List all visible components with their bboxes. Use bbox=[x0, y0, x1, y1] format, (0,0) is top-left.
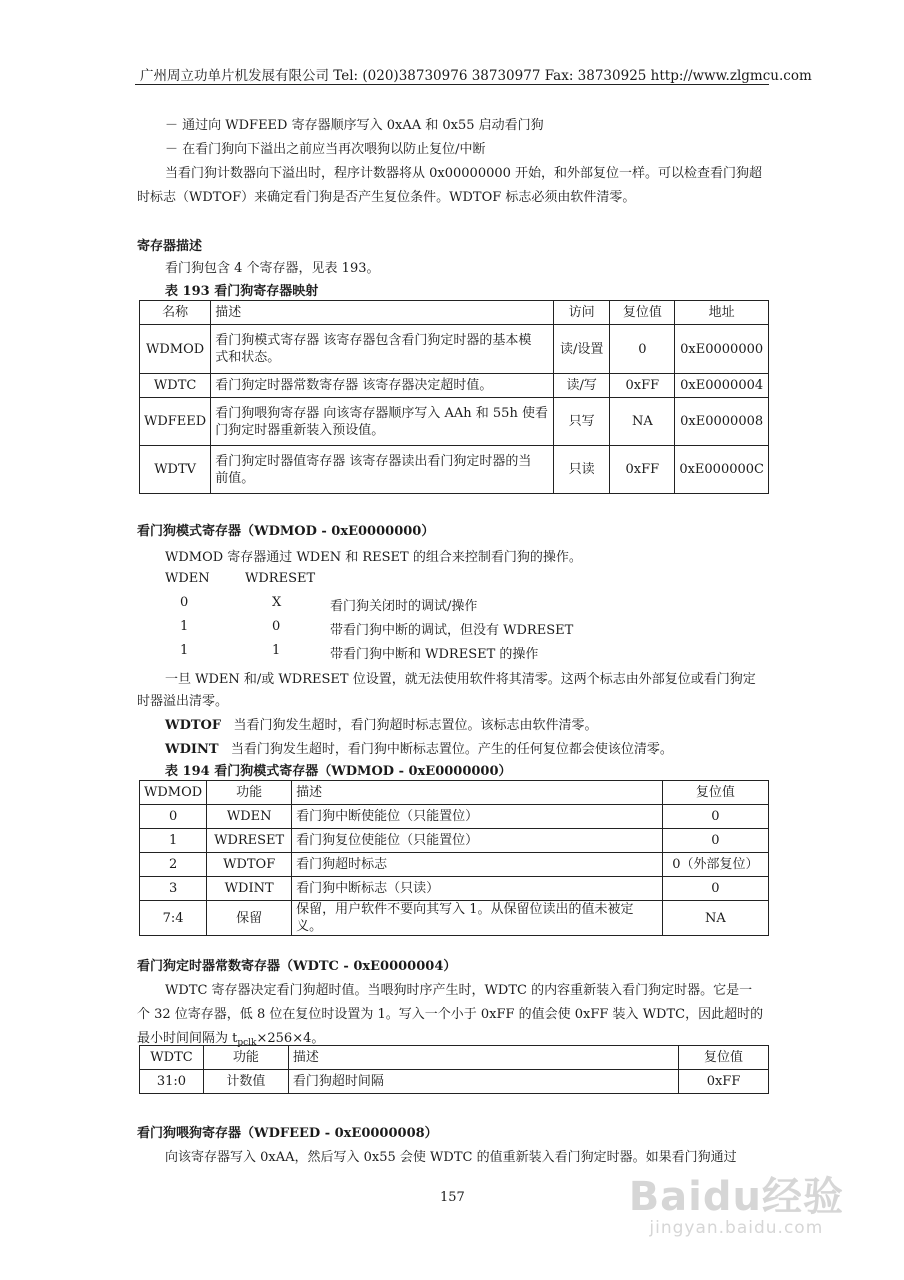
page-number: 157 bbox=[440, 1190, 465, 1205]
col-header-reset: 复位值 bbox=[679, 1046, 769, 1070]
wdtc-text-line-2: 个 32 位寄存器，低 8 位在复位时设置为 1。写入一个小于 0xFF 的值会使 0xFF 装入 WDTC，因此超时的 bbox=[137, 1007, 764, 1022]
reg-reset: 0xFF bbox=[610, 446, 675, 494]
table-row bbox=[140, 901, 769, 936]
col-header-access: 访问 bbox=[553, 301, 609, 325]
register-desc-text: 看门狗包含 4 个寄存器，见表 193。 bbox=[165, 261, 380, 276]
bit-function: WDEN bbox=[207, 805, 292, 829]
reg-name: WDMOD bbox=[140, 325, 211, 374]
bit-function: WDTOF bbox=[207, 853, 292, 877]
wdtc-text-pre: 最小时间间隔为 t bbox=[137, 1031, 238, 1046]
bit-index: 1 bbox=[140, 829, 207, 853]
intro-bullet-2: － 在看门狗向下溢出之前应当再次喂狗以防止复位/中断 bbox=[165, 142, 486, 157]
bit-index: 3 bbox=[140, 877, 207, 901]
wdmod-text: WDMOD 寄存器通过 WDEN 和 RESET 的组合来控制看门狗的操作。 bbox=[165, 550, 582, 565]
table-header-row bbox=[140, 301, 769, 325]
wdmod-note-line-2: 时器溢出清零。 bbox=[137, 694, 229, 709]
reg-reset: NA bbox=[610, 398, 675, 446]
bit-reset: 0（外部复位） bbox=[662, 853, 768, 877]
bit-reset: 0 bbox=[662, 805, 768, 829]
wdmod-bits-table bbox=[139, 780, 769, 936]
bit-function: 保留 bbox=[207, 901, 292, 936]
wdint-label: WDINT bbox=[165, 742, 219, 757]
col-header-reset: 复位值 bbox=[662, 781, 768, 805]
wdmod-heading: 看门狗模式寄存器（WDMOD - 0xE0000000） bbox=[137, 524, 435, 539]
bit-index: 31:0 bbox=[140, 1070, 204, 1094]
wdtc-text-post: ×256×4。 bbox=[256, 1031, 325, 1046]
intro-paragraph-line-2: 时标志（WDTOF）来确定看门狗是否产生复位条件。WDTOF 标志必须由软件清零。 bbox=[137, 190, 636, 205]
wdfeed-heading: 看门狗喂狗寄存器（WDFEED - 0xE0000008） bbox=[137, 1126, 438, 1141]
bit-reset: 0 bbox=[662, 829, 768, 853]
wdfeed-text-line-1: 向该寄存器写入 0xAA，然后写入 0x55 会使 WDTC 的值重新装入看门狗定时器。如果看门狗通过 bbox=[165, 1150, 737, 1165]
bit-index: 0 bbox=[140, 805, 207, 829]
wdtc-text-line-1: WDTC 寄存器决定看门狗超时值。当喂狗时序产生时，WDTC 的内容重新装入看门狗定时器。它是一 bbox=[165, 983, 753, 998]
reg-desc-line-1: 看门狗喂狗寄存器 向该寄存器顺序写入 AAh 和 55h 使看 bbox=[215, 405, 548, 421]
col-header-name: 名称 bbox=[140, 301, 211, 325]
pclk-subscript: pclk bbox=[237, 1038, 257, 1048]
reg-address: 0xE0000008 bbox=[675, 398, 769, 446]
reg-address: 0xE000000C bbox=[675, 446, 769, 494]
reg-desc-line-2: 式和状态。 bbox=[215, 350, 281, 365]
wdtof-text: 当看门狗发生超时，看门狗超时标志置位。该标志由软件清零。 bbox=[233, 718, 598, 733]
col-header-desc: 描述 bbox=[288, 1046, 678, 1070]
wdint-text: 当看门狗发生超时，看门狗中断标志置位。产生的任何复位都会使该位清零。 bbox=[230, 742, 673, 757]
col-header-address: 地址 bbox=[675, 301, 769, 325]
bit-function: WDINT bbox=[207, 877, 292, 901]
reg-address: 0xE0000004 bbox=[675, 374, 769, 398]
table-row bbox=[140, 877, 769, 901]
combo-description: 带看门狗中断的调试，但没有 WDRESET bbox=[330, 623, 574, 638]
table-row bbox=[140, 446, 769, 494]
reg-access: 读/设置 bbox=[553, 325, 609, 374]
wdtof-label: WDTOF bbox=[165, 718, 222, 733]
bit-description: 看门狗中断标志（只读） bbox=[292, 877, 663, 901]
combo-wden-value: 1 bbox=[180, 643, 189, 658]
combo-wdreset-value: 0 bbox=[272, 619, 281, 634]
intro-bullet-1: － 通过向 WDFEED 寄存器顺序写入 0xAA 和 0x55 启动看门狗 bbox=[165, 118, 544, 133]
combo-header-wden: WDEN bbox=[165, 571, 210, 586]
bit-index: 2 bbox=[140, 853, 207, 877]
combo-description: 带看门狗中断和 WDRESET 的操作 bbox=[330, 647, 539, 662]
bit-reset: 0xFF bbox=[679, 1070, 769, 1094]
combo-wden-value: 0 bbox=[180, 595, 189, 610]
combo-wden-value: 1 bbox=[180, 619, 189, 634]
wdint-description bbox=[165, 738, 673, 757]
baidu-watermark bbox=[629, 1165, 844, 1238]
table-header-row bbox=[140, 1046, 769, 1070]
page-header: 广州周立功单片机发展有限公司 Tel: (020)38730976 38730977 Fax: 38730925 http://www.zlgmcu.com bbox=[140, 68, 812, 84]
reg-desc-line-2: 门狗定时器重新装入预设值。 bbox=[215, 422, 385, 438]
bit-function: WDRESET bbox=[207, 829, 292, 853]
bit-description: 看门狗中断使能位（只能置位） bbox=[292, 805, 663, 829]
bit-index: 7:4 bbox=[140, 901, 207, 936]
col-header-desc: 描述 bbox=[292, 781, 663, 805]
register-desc-heading: 寄存器描述 bbox=[137, 239, 203, 254]
reg-reset: 0xFF bbox=[610, 374, 675, 398]
reg-access: 只写 bbox=[553, 398, 609, 446]
header-rule bbox=[135, 84, 769, 85]
table-row bbox=[140, 374, 769, 398]
col-header-wdmod: WDMOD bbox=[140, 781, 207, 805]
reg-access: 只读 bbox=[553, 446, 609, 494]
reg-desc-line-1: 看门狗定时器常数寄存器 该寄存器决定超时值。 bbox=[211, 374, 554, 398]
register-map-table bbox=[139, 300, 769, 494]
table-193-caption: 表 193 看门狗寄存器映射 bbox=[165, 284, 319, 299]
combo-wdreset-value: 1 bbox=[272, 643, 281, 658]
intro-paragraph-line-1: 当看门狗计数器向下溢出时，程序计数器将从 0x00000000 开始，和外部复位一样。可以检查看门狗超 bbox=[165, 166, 763, 181]
reg-access: 读/写 bbox=[553, 374, 609, 398]
combo-description: 看门狗关闭时的调试/操作 bbox=[330, 599, 478, 614]
table-row bbox=[140, 1070, 769, 1094]
table-row bbox=[140, 829, 769, 853]
col-header-reset: 复位值 bbox=[610, 301, 675, 325]
wdtc-table bbox=[139, 1045, 769, 1094]
reg-name: WDTV bbox=[140, 446, 211, 494]
reg-address: 0xE0000000 bbox=[675, 325, 769, 374]
table-row bbox=[140, 853, 769, 877]
bit-description: 看门狗超时间隔 bbox=[288, 1070, 678, 1094]
watermark-brand: Baidu经验 bbox=[628, 1174, 844, 1220]
reg-desc-line-1: 看门狗定时器值寄存器 该寄存器读出看门狗定时器的当 bbox=[215, 453, 532, 469]
bit-description: 保留，用户软件不要向其写入 1。从保留位读出的值未被定义。 bbox=[292, 901, 663, 936]
bit-description: 看门狗超时标志 bbox=[292, 853, 663, 877]
wdtof-description bbox=[165, 714, 598, 733]
watermark-url: jingyan.baidu.com bbox=[649, 1218, 824, 1238]
bit-reset: NA bbox=[662, 901, 768, 936]
bit-reset: 0 bbox=[662, 877, 768, 901]
wdmod-note-line-1: 一旦 WDEN 和/或 WDRESET 位设置，就无法使用软件将其清零。这两个标志由外部复位或看门狗定 bbox=[165, 672, 756, 687]
reg-desc-line-2: 前值。 bbox=[215, 470, 255, 486]
reg-reset: 0 bbox=[610, 325, 675, 374]
bit-description: 看门狗复位使能位（只能置位） bbox=[292, 829, 663, 853]
col-header-function: 功能 bbox=[203, 1046, 288, 1070]
col-header-wdtc: WDTC bbox=[140, 1046, 204, 1070]
combo-header-wdreset: WDRESET bbox=[245, 571, 316, 586]
wdtc-heading: 看门狗定时器常数寄存器（WDTC - 0xE0000004） bbox=[137, 959, 457, 974]
table-header-row bbox=[140, 781, 769, 805]
table-194-caption: 表 194 看门狗模式寄存器（WDMOD - 0xE0000000） bbox=[165, 764, 512, 779]
col-header-function: 功能 bbox=[207, 781, 292, 805]
col-header-desc: 描述 bbox=[211, 301, 554, 325]
table-row bbox=[140, 325, 769, 374]
combo-wdreset-value: X bbox=[272, 595, 282, 610]
table-row bbox=[140, 805, 769, 829]
bit-function: 计数值 bbox=[203, 1070, 288, 1094]
table-row bbox=[140, 398, 769, 446]
reg-desc-line-1: 看门狗模式寄存器 该寄存器包含看门狗定时器的基本模 bbox=[215, 333, 532, 348]
reg-name: WDFEED bbox=[140, 398, 211, 446]
reg-name: WDTC bbox=[140, 374, 211, 398]
